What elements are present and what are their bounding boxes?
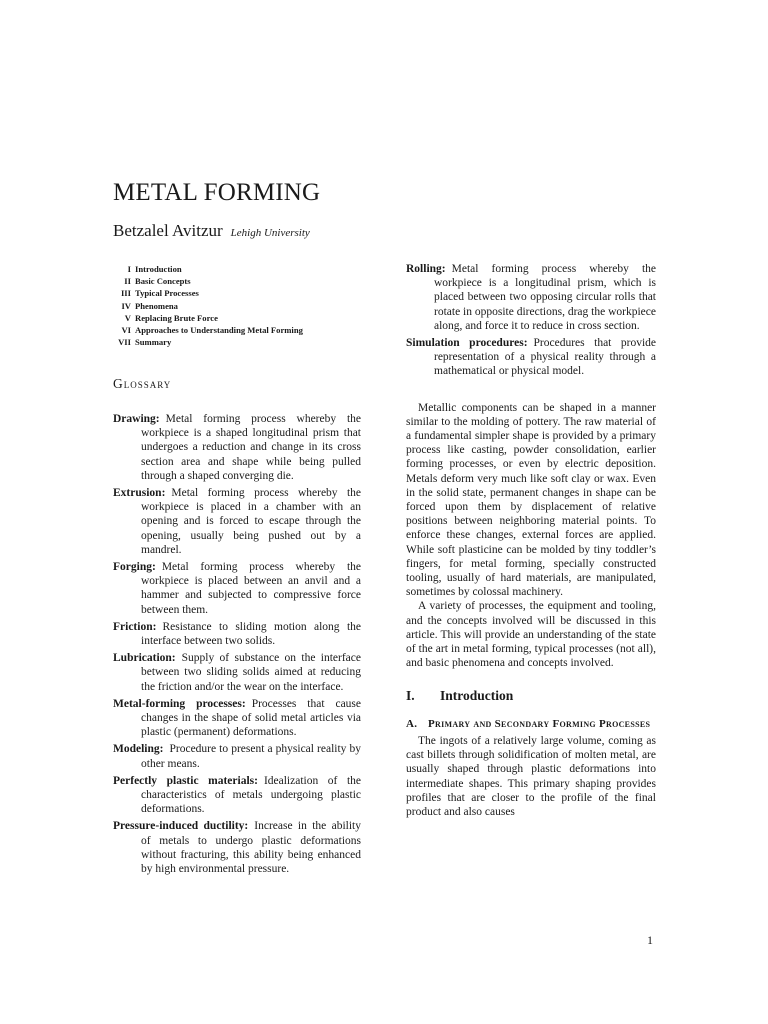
glossary-definition: Procedure to present a physical reality by other means. (141, 743, 361, 770)
toc-item (113, 263, 303, 275)
glossary-definition: Metal forming process whereby the workpiece is a shaped longitudinal prism that undergoes a reduction and change in its cross section area and shape while being pulled through a shaped converging die. (141, 413, 361, 482)
glossary-term: Rolling: (406, 263, 446, 275)
glossary-definition: Processes that cause changes in the shape of solid metal articles via plastic (permanent) deformations. (141, 697, 361, 739)
glossary-term: Drawing: (113, 413, 160, 425)
glossary-term: Lubrication: (113, 652, 176, 665)
toc-label: Basic Concepts (135, 276, 191, 287)
toc-number: VII (118, 337, 131, 348)
toc-item (113, 336, 303, 348)
glossary-entry (406, 262, 656, 333)
glossary-term: Forging: (113, 561, 156, 574)
glossary-definition: Procedures that provide representation of a physical reality through a mathematical or physical model. (434, 337, 656, 378)
body-paragraph: Metallic components can be shaped in a manner similar to the molding of pottery. The raw material of a fundamental simpler shape is provided by a primary process like casting, powder consolidation, earlier forming processes, or even by electric deposition. Metals deform very much like soft clay or wax. Even in the solid state, permanent changes in shape can be forced upon them by displacement of relative positions between neighboring material points. To enforce these changes, external forces are applied. While soft plasticine can be molded by tiny toddler’s fingers, for metal forming, specially constructed tooling, usually of hard materials, are manipulated, sometimes by colossal machinery. (406, 401, 656, 599)
table-of-contents (113, 263, 303, 348)
left-column (113, 374, 361, 879)
subsection-title: Primary and Secondary Forming Processes (428, 718, 651, 731)
glossary-term: Perfectly plastic materials: (113, 774, 258, 787)
glossary-definition: Metal forming process whereby the workpiece is a longitudinal prism, which is placed between two opposing circular rolls that rotate in opposite directions, drag the workpiece along, and force it to reduce in cross section. (434, 263, 656, 332)
toc-label: Introduction (135, 264, 182, 274)
toc-number: II (124, 276, 131, 287)
toc-label: Phenomena (135, 300, 178, 311)
glossary-entry (113, 819, 361, 876)
glossary-term: Simulation procedures: (406, 337, 528, 350)
toc-item (113, 287, 303, 299)
glossary-entry (113, 560, 361, 617)
author-name: Betzalel Avitzur (113, 221, 223, 240)
glossary-entry (406, 336, 656, 379)
toc-label: Approaches to Understanding Metal Forming (135, 325, 303, 336)
toc-item (113, 275, 303, 287)
right-column (406, 262, 656, 819)
section-heading (406, 688, 656, 704)
section-number: I. (406, 688, 415, 704)
toc-item (113, 300, 303, 312)
glossary-entry (113, 651, 361, 694)
toc-number: I (127, 264, 131, 274)
glossary-entry (113, 697, 361, 740)
toc-item (113, 312, 303, 324)
toc-number: IV (121, 300, 131, 311)
toc-number: V (124, 312, 131, 323)
glossary-term: Modeling: (113, 743, 164, 756)
glossary-entry (113, 486, 361, 557)
article-title: METAL FORMING (113, 179, 321, 206)
subsection-number: A. (406, 718, 418, 731)
glossary-definition: Idealization of the characteristics of metals undergoing plastic deformations. (141, 774, 361, 816)
byline (113, 220, 310, 244)
glossary-term: Extrusion: (113, 487, 166, 500)
toc-item (113, 324, 303, 336)
page-number: 1 (647, 933, 653, 947)
glossary-definition: Increase in the ability of metals to undergo plastic deformations without fracturing, this ability being enhanced by high environmental pressure. (141, 820, 361, 876)
author-affiliation: Lehigh University (230, 227, 310, 239)
glossary-definition: Metal forming process whereby the workpiece is placed in a chamber with an opening and is forced to escape through the opening, usually being pushed out by a mandrel. (141, 487, 361, 556)
toc-number: III (120, 288, 131, 299)
glossary-definition: Resistance to sliding motion along the interface between two solids. (141, 620, 361, 648)
glossary-entry (113, 774, 361, 817)
body-paragraph: A variety of processes, the equipment and tooling, and the concepts involved will be discussed in this article. This will provide an understanding of the state of the art in metal forming, typical processes (not all), and basic phenomena and concepts involved. (406, 600, 656, 670)
glossary-entry (113, 742, 361, 770)
toc-label: Summary (135, 337, 172, 348)
glossary-definition: Supply of substance on the interface between two sliding solids aimed at reducing the friction and/or the wear on the interface. (141, 652, 361, 693)
glossary-definition: Metal forming process whereby the workpiece is placed between an anvil and a hammer and subjected to compressive force between them. (141, 561, 361, 616)
subsection-heading (406, 718, 656, 732)
glossary-heading: Glossary (113, 376, 172, 391)
glossary-term: Metal-forming processes: (113, 697, 246, 710)
toc-label: Typical Processes (135, 288, 199, 299)
glossary-entry (113, 620, 361, 648)
body-paragraph: The ingots of a relatively large volume, coming as cast billets through solidification of molten metal, are usually shaped through plastic deformations into intermediate shapes. This primary shaping provides profiles that are closer to the profile of the final product and also causes (406, 734, 656, 818)
toc-label: Replacing Brute Force (135, 312, 218, 323)
glossary-term: Friction: (113, 620, 157, 633)
section-title: Introduction (440, 688, 514, 704)
glossary-entry (113, 412, 361, 483)
toc-number: VI (121, 325, 131, 336)
glossary-term: Pressure-induced ductility: (113, 820, 249, 833)
